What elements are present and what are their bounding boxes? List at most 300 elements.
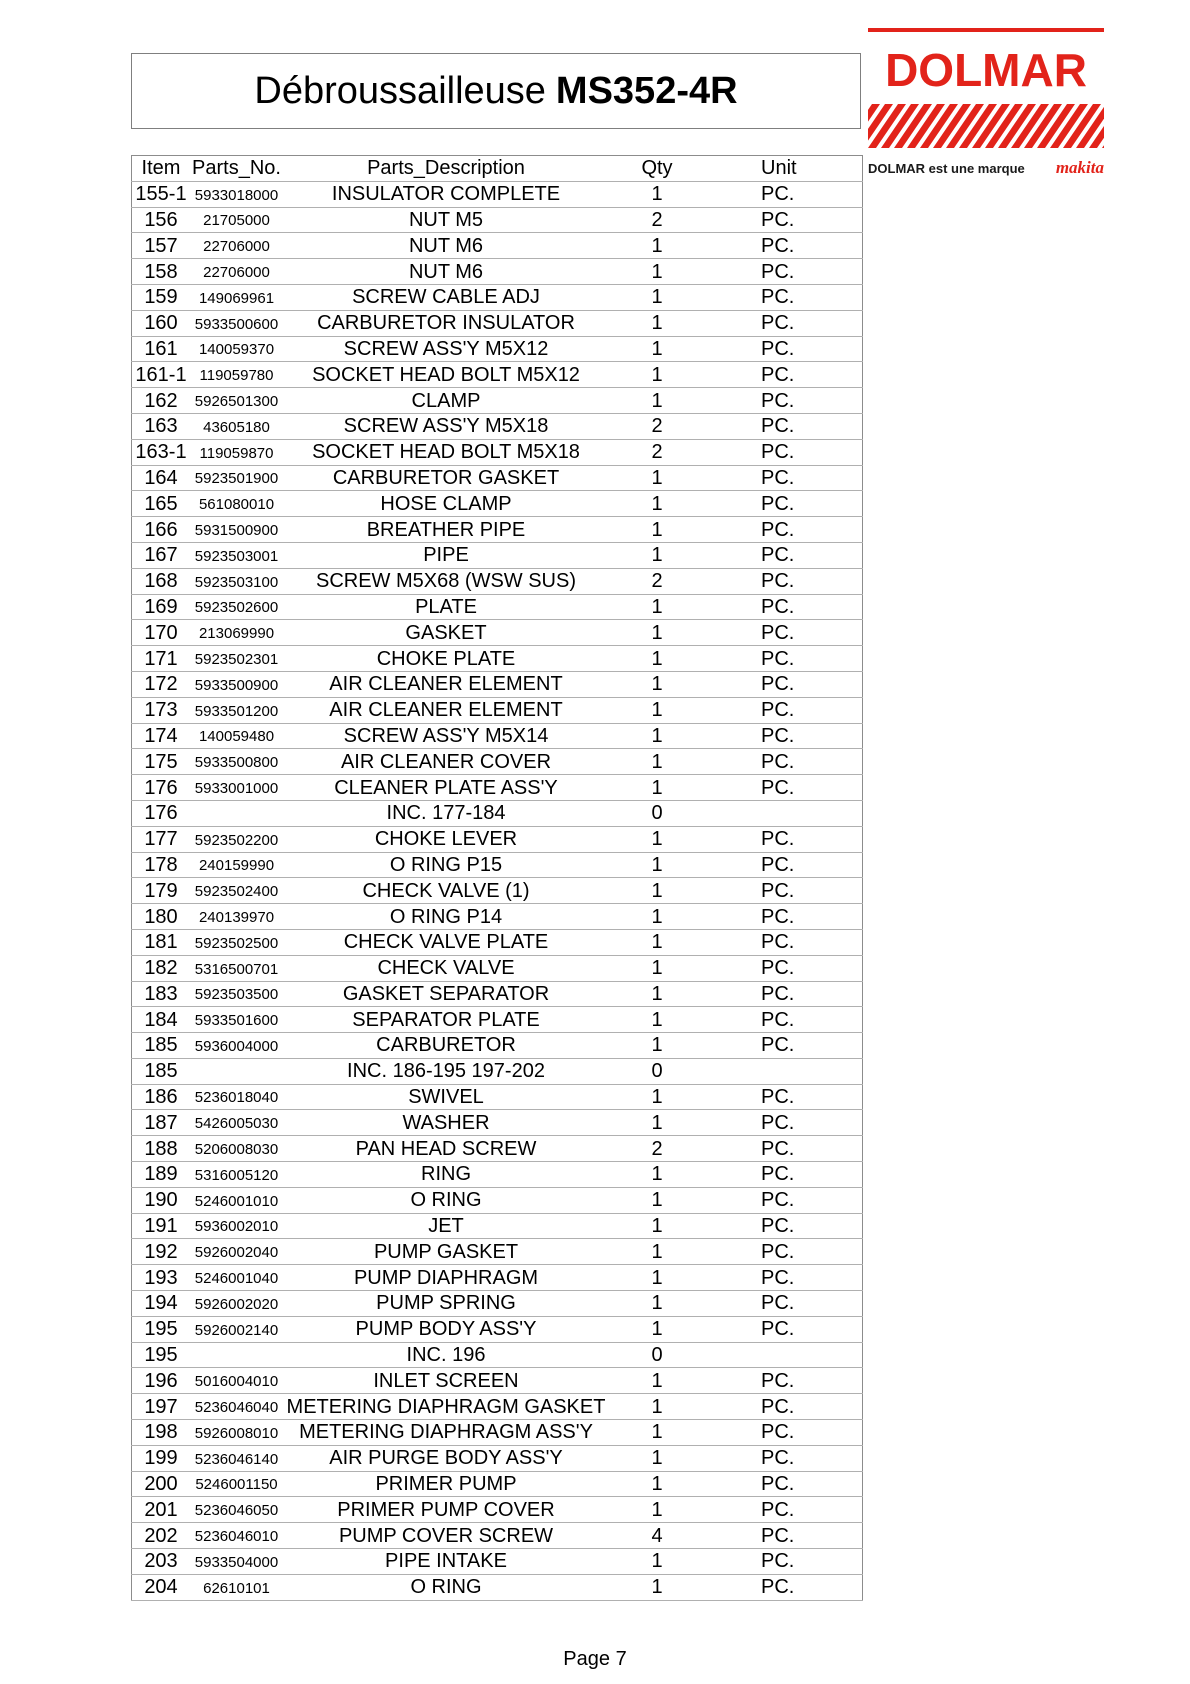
cell-item: 185 [132, 1058, 191, 1084]
cell-qty: 1 [609, 955, 705, 981]
cell-parts-no: 5926008010 [190, 1420, 283, 1446]
cell-unit: PC. [705, 517, 863, 543]
table-row [132, 1420, 863, 1446]
cell-parts-no: 5923503001 [190, 542, 283, 568]
cell-item: 190 [132, 1187, 191, 1213]
cell-qty: 1 [609, 878, 705, 904]
cell-item: 161 [132, 336, 191, 362]
table-row [132, 1136, 863, 1162]
cell-item: 165 [132, 491, 191, 517]
cell-description: AIR CLEANER ELEMENT [283, 697, 609, 723]
cell-description: JET [283, 1213, 609, 1239]
cell-parts-no: 5926002020 [190, 1291, 283, 1317]
table-row [132, 1497, 863, 1523]
cell-item: 193 [132, 1265, 191, 1291]
cell-item: 176 [132, 775, 191, 801]
cell-item: 185 [132, 1033, 191, 1059]
table-row [132, 491, 863, 517]
cell-parts-no: 5923502400 [190, 878, 283, 904]
table-header-row [132, 156, 863, 182]
cell-description: GASKET [283, 620, 609, 646]
cell-item: 192 [132, 1239, 191, 1265]
cell-item: 191 [132, 1213, 191, 1239]
dolmar-logo [868, 28, 1104, 178]
document-title [131, 53, 861, 129]
cell-qty: 1 [609, 259, 705, 285]
cell-qty: 1 [609, 852, 705, 878]
cell-unit: PC. [705, 1136, 863, 1162]
cell-qty: 1 [609, 310, 705, 336]
cell-item: 186 [132, 1084, 191, 1110]
cell-parts-no: 5236018040 [190, 1084, 283, 1110]
cell-unit: PC. [705, 1574, 863, 1600]
cell-description: AIR CLEANER COVER [283, 749, 609, 775]
cell-unit: PC. [705, 646, 863, 672]
column-header-parts-no: Parts_No. [190, 156, 283, 182]
cell-parts-no: 240159990 [190, 852, 283, 878]
cell-parts-no: 5316500701 [190, 955, 283, 981]
cell-description: CHECK VALVE PLATE [283, 929, 609, 955]
cell-parts-no: 5933500800 [190, 749, 283, 775]
cell-item: 172 [132, 671, 191, 697]
cell-unit: PC. [705, 1549, 863, 1575]
cell-qty: 1 [609, 517, 705, 543]
cell-qty: 1 [609, 284, 705, 310]
cell-unit: PC. [705, 1265, 863, 1291]
table-row [132, 1471, 863, 1497]
cell-qty: 1 [609, 749, 705, 775]
cell-parts-no: 5933001000 [190, 775, 283, 801]
cell-qty: 1 [609, 1084, 705, 1110]
cell-qty: 1 [609, 1033, 705, 1059]
cell-description: AIR PURGE BODY ASS'Y [283, 1445, 609, 1471]
table-row [132, 1394, 863, 1420]
table-row [132, 439, 863, 465]
cell-unit [705, 800, 863, 826]
table-row [132, 1162, 863, 1188]
table-row [132, 955, 863, 981]
table-row [132, 723, 863, 749]
cell-parts-no: 5246001040 [190, 1265, 283, 1291]
cell-parts-no: 5923502301 [190, 646, 283, 672]
table-row [132, 1523, 863, 1549]
table-row [132, 568, 863, 594]
cell-item: 198 [132, 1420, 191, 1446]
cell-qty: 1 [609, 542, 705, 568]
cell-description: CARBURETOR [283, 1033, 609, 1059]
cell-unit: PC. [705, 1471, 863, 1497]
table-row [132, 929, 863, 955]
table-row [132, 517, 863, 543]
cell-unit: PC. [705, 336, 863, 362]
title-prefix: Débroussailleuse [254, 69, 546, 112]
table-row [132, 362, 863, 388]
cell-qty: 1 [609, 491, 705, 517]
cell-unit: PC. [705, 1239, 863, 1265]
table-row [132, 697, 863, 723]
cell-description: PRIMER PUMP [283, 1471, 609, 1497]
cell-qty: 1 [609, 1574, 705, 1600]
table-row [132, 233, 863, 259]
cell-item: 182 [132, 955, 191, 981]
cell-qty: 1 [609, 904, 705, 930]
cell-description: NUT M5 [283, 207, 609, 233]
cell-description: INC. 196 [283, 1342, 609, 1368]
cell-description: PUMP BODY ASS'Y [283, 1316, 609, 1342]
cell-parts-no: 5926002140 [190, 1316, 283, 1342]
title-model: MS352-4R [555, 69, 738, 112]
cell-qty: 1 [609, 826, 705, 852]
cell-item: 163 [132, 413, 191, 439]
table-row [132, 775, 863, 801]
cell-unit: PC. [705, 1033, 863, 1059]
cell-qty: 1 [609, 1007, 705, 1033]
cell-parts-no: 5926002040 [190, 1239, 283, 1265]
cell-unit: PC. [705, 826, 863, 852]
cell-item: 162 [132, 388, 191, 414]
cell-parts-no: 5933501200 [190, 697, 283, 723]
parts-table-body [132, 181, 863, 1600]
cell-unit: PC. [705, 259, 863, 285]
cell-description: PAN HEAD SCREW [283, 1136, 609, 1162]
cell-item: 178 [132, 852, 191, 878]
cell-parts-no: 5933500600 [190, 310, 283, 336]
cell-description: PUMP SPRING [283, 1291, 609, 1317]
cell-parts-no [190, 1058, 283, 1084]
cell-item: 157 [132, 233, 191, 259]
cell-item: 159 [132, 284, 191, 310]
cell-qty: 1 [609, 1162, 705, 1188]
cell-unit: PC. [705, 723, 863, 749]
cell-qty: 1 [609, 1187, 705, 1213]
cell-qty: 2 [609, 1136, 705, 1162]
cell-qty: 1 [609, 1265, 705, 1291]
cell-qty: 1 [609, 388, 705, 414]
cell-qty: 1 [609, 1316, 705, 1342]
cell-parts-no: 5236046040 [190, 1394, 283, 1420]
cell-parts-no: 5923502600 [190, 594, 283, 620]
cell-qty: 1 [609, 181, 705, 207]
cell-parts-no: 5923503500 [190, 981, 283, 1007]
table-row [132, 388, 863, 414]
cell-unit: PC. [705, 388, 863, 414]
cell-description: PIPE INTAKE [283, 1549, 609, 1575]
cell-unit: PC. [705, 568, 863, 594]
cell-unit: PC. [705, 1291, 863, 1317]
cell-description: PUMP COVER SCREW [283, 1523, 609, 1549]
cell-item: 163-1 [132, 439, 191, 465]
table-row [132, 310, 863, 336]
table-row [132, 465, 863, 491]
cell-parts-no: 5933504000 [190, 1549, 283, 1575]
cell-qty: 0 [609, 1058, 705, 1084]
cell-unit: PC. [705, 904, 863, 930]
cell-description: SCREW ASS'Y M5X12 [283, 336, 609, 362]
cell-description: CARBURETOR GASKET [283, 465, 609, 491]
cell-description: O RING [283, 1574, 609, 1600]
cell-qty: 1 [609, 620, 705, 646]
table-row [132, 852, 863, 878]
cell-qty: 1 [609, 929, 705, 955]
cell-description: PUMP DIAPHRAGM [283, 1265, 609, 1291]
cell-parts-no: 561080010 [190, 491, 283, 517]
cell-description: SWIVEL [283, 1084, 609, 1110]
cell-qty: 1 [609, 1394, 705, 1420]
cell-parts-no: 5236046050 [190, 1497, 283, 1523]
cell-parts-no: 5933500900 [190, 671, 283, 697]
cell-qty: 1 [609, 697, 705, 723]
cell-unit: PC. [705, 1213, 863, 1239]
cell-parts-no: 5933501600 [190, 1007, 283, 1033]
cell-unit: PC. [705, 1007, 863, 1033]
table-row [132, 1316, 863, 1342]
table-row [132, 826, 863, 852]
column-header-qty: Qty [609, 156, 705, 182]
cell-item: 201 [132, 1497, 191, 1523]
cell-qty: 1 [609, 1291, 705, 1317]
cell-item: 155-1 [132, 181, 191, 207]
cell-unit: PC. [705, 491, 863, 517]
cell-qty: 1 [609, 233, 705, 259]
table-row [132, 336, 863, 362]
cell-unit: PC. [705, 671, 863, 697]
cell-description: CHECK VALVE [283, 955, 609, 981]
table-row [132, 542, 863, 568]
cell-parts-no: 5926501300 [190, 388, 283, 414]
cell-qty: 2 [609, 207, 705, 233]
cell-qty: 1 [609, 646, 705, 672]
cell-parts-no: 213069990 [190, 620, 283, 646]
cell-unit: PC. [705, 1110, 863, 1136]
table-row [132, 207, 863, 233]
cell-unit: PC. [705, 955, 863, 981]
cell-unit: PC. [705, 1368, 863, 1394]
cell-unit: PC. [705, 981, 863, 1007]
cell-unit: PC. [705, 181, 863, 207]
cell-description: WASHER [283, 1110, 609, 1136]
cell-parts-no: 22706000 [190, 259, 283, 285]
table-row [132, 181, 863, 207]
cell-parts-no: 5206008030 [190, 1136, 283, 1162]
cell-parts-no: 21705000 [190, 207, 283, 233]
cell-unit: PC. [705, 362, 863, 388]
table-row [132, 413, 863, 439]
cell-unit: PC. [705, 542, 863, 568]
cell-qty: 1 [609, 1239, 705, 1265]
cell-description: RING [283, 1162, 609, 1188]
cell-description: SCREW ASS'Y M5X18 [283, 413, 609, 439]
cell-qty: 1 [609, 1445, 705, 1471]
cell-parts-no: 5933018000 [190, 181, 283, 207]
column-header-unit: Unit [705, 156, 863, 182]
table-row [132, 1549, 863, 1575]
cell-parts-no: 22706000 [190, 233, 283, 259]
cell-parts-no: 5931500900 [190, 517, 283, 543]
table-row [132, 1007, 863, 1033]
page-number: Page 7 [563, 1648, 627, 1670]
cell-parts-no: 140059370 [190, 336, 283, 362]
cell-qty: 1 [609, 336, 705, 362]
cell-item: 199 [132, 1445, 191, 1471]
cell-item: 158 [132, 259, 191, 285]
table-row [132, 284, 863, 310]
cell-parts-no [190, 800, 283, 826]
cell-item: 195 [132, 1342, 191, 1368]
cell-unit: PC. [705, 775, 863, 801]
cell-item: 196 [132, 1368, 191, 1394]
cell-unit: PC. [705, 1420, 863, 1446]
cell-parts-no: 5236046140 [190, 1445, 283, 1471]
cell-item: 169 [132, 594, 191, 620]
logo-stripes [868, 104, 1104, 148]
cell-item: 177 [132, 826, 191, 852]
table-row [132, 259, 863, 285]
cell-item: 173 [132, 697, 191, 723]
cell-item: 161-1 [132, 362, 191, 388]
cell-parts-no: 43605180 [190, 413, 283, 439]
cell-parts-no: 5936002010 [190, 1213, 283, 1239]
makita-logo-text: makita [1055, 158, 1104, 177]
cell-description: CHOKE PLATE [283, 646, 609, 672]
cell-parts-no: 240139970 [190, 904, 283, 930]
cell-item: 188 [132, 1136, 191, 1162]
table-row [132, 620, 863, 646]
cell-description: CHECK VALVE (1) [283, 878, 609, 904]
cell-description: O RING P15 [283, 852, 609, 878]
cell-unit: PC. [705, 749, 863, 775]
cell-description: O RING [283, 1187, 609, 1213]
cell-item: 180 [132, 904, 191, 930]
cell-item: 194 [132, 1291, 191, 1317]
cell-qty: 0 [609, 1342, 705, 1368]
cell-parts-no: 5316005120 [190, 1162, 283, 1188]
cell-unit: PC. [705, 1445, 863, 1471]
cell-unit: PC. [705, 465, 863, 491]
cell-qty: 1 [609, 1368, 705, 1394]
table-row [132, 594, 863, 620]
cell-description: METERING DIAPHRAGM GASKET [283, 1394, 609, 1420]
parts-table [131, 155, 863, 1601]
table-row [132, 1033, 863, 1059]
cell-parts-no: 5923503100 [190, 568, 283, 594]
cell-qty: 1 [609, 981, 705, 1007]
cell-description: INC. 186-195 197-202 [283, 1058, 609, 1084]
table-row [132, 1574, 863, 1600]
cell-description: GASKET SEPARATOR [283, 981, 609, 1007]
cell-unit: PC. [705, 929, 863, 955]
cell-qty: 2 [609, 439, 705, 465]
cell-item: 203 [132, 1549, 191, 1575]
table-row [132, 1368, 863, 1394]
cell-item: 160 [132, 310, 191, 336]
cell-parts-no: 5246001150 [190, 1471, 283, 1497]
cell-description: INC. 177-184 [283, 800, 609, 826]
table-row [132, 1265, 863, 1291]
cell-parts-no: 119059780 [190, 362, 283, 388]
cell-description: SCREW ASS'Y M5X14 [283, 723, 609, 749]
cell-item: 156 [132, 207, 191, 233]
cell-description: PUMP GASKET [283, 1239, 609, 1265]
cell-parts-no: 5923501900 [190, 465, 283, 491]
cell-unit: PC. [705, 284, 863, 310]
cell-parts-no: 5426005030 [190, 1110, 283, 1136]
table-row [132, 1445, 863, 1471]
table-row [132, 671, 863, 697]
table-row [132, 646, 863, 672]
cell-qty: 1 [609, 465, 705, 491]
table-row [132, 878, 863, 904]
cell-qty: 1 [609, 1471, 705, 1497]
cell-qty: 1 [609, 1110, 705, 1136]
cell-unit [705, 1058, 863, 1084]
table-row [132, 1291, 863, 1317]
cell-description: CLAMP [283, 388, 609, 414]
cell-unit: PC. [705, 1187, 863, 1213]
cell-qty: 4 [609, 1523, 705, 1549]
cell-description: CLEANER PLATE ASS'Y [283, 775, 609, 801]
cell-description: NUT M6 [283, 233, 609, 259]
table-row [132, 1213, 863, 1239]
cell-item: 204 [132, 1574, 191, 1600]
cell-item: 176 [132, 800, 191, 826]
cell-qty: 1 [609, 1497, 705, 1523]
cell-item: 175 [132, 749, 191, 775]
table-row [132, 1058, 863, 1084]
cell-description: INSULATOR COMPLETE [283, 181, 609, 207]
cell-description: SOCKET HEAD BOLT M5X12 [283, 362, 609, 388]
cell-item: 171 [132, 646, 191, 672]
table-row [132, 1187, 863, 1213]
cell-item: 187 [132, 1110, 191, 1136]
table-row [132, 904, 863, 930]
cell-description: NUT M6 [283, 259, 609, 285]
cell-description: PLATE [283, 594, 609, 620]
table-row [132, 800, 863, 826]
cell-unit: PC. [705, 697, 863, 723]
cell-item: 197 [132, 1394, 191, 1420]
cell-item: 167 [132, 542, 191, 568]
table-row [132, 981, 863, 1007]
cell-item: 181 [132, 929, 191, 955]
cell-qty: 1 [609, 671, 705, 697]
cell-unit [705, 1342, 863, 1368]
cell-item: 184 [132, 1007, 191, 1033]
table-row [132, 1110, 863, 1136]
cell-unit: PC. [705, 310, 863, 336]
column-header-item: Item [132, 156, 191, 182]
table-row [132, 749, 863, 775]
cell-qty: 1 [609, 362, 705, 388]
cell-qty: 1 [609, 594, 705, 620]
cell-parts-no: 140059480 [190, 723, 283, 749]
table-row [132, 1084, 863, 1110]
cell-parts-no: 5016004010 [190, 1368, 283, 1394]
cell-item: 202 [132, 1523, 191, 1549]
cell-item: 168 [132, 568, 191, 594]
cell-description: HOSE CLAMP [283, 491, 609, 517]
table-row [132, 1342, 863, 1368]
cell-item: 195 [132, 1316, 191, 1342]
cell-qty: 2 [609, 413, 705, 439]
cell-unit: PC. [705, 620, 863, 646]
cell-unit: PC. [705, 413, 863, 439]
cell-parts-no [190, 1342, 283, 1368]
cell-unit: PC. [705, 1084, 863, 1110]
cell-description: CARBURETOR INSULATOR [283, 310, 609, 336]
cell-description: SEPARATOR PLATE [283, 1007, 609, 1033]
cell-item: 164 [132, 465, 191, 491]
cell-qty: 1 [609, 1213, 705, 1239]
